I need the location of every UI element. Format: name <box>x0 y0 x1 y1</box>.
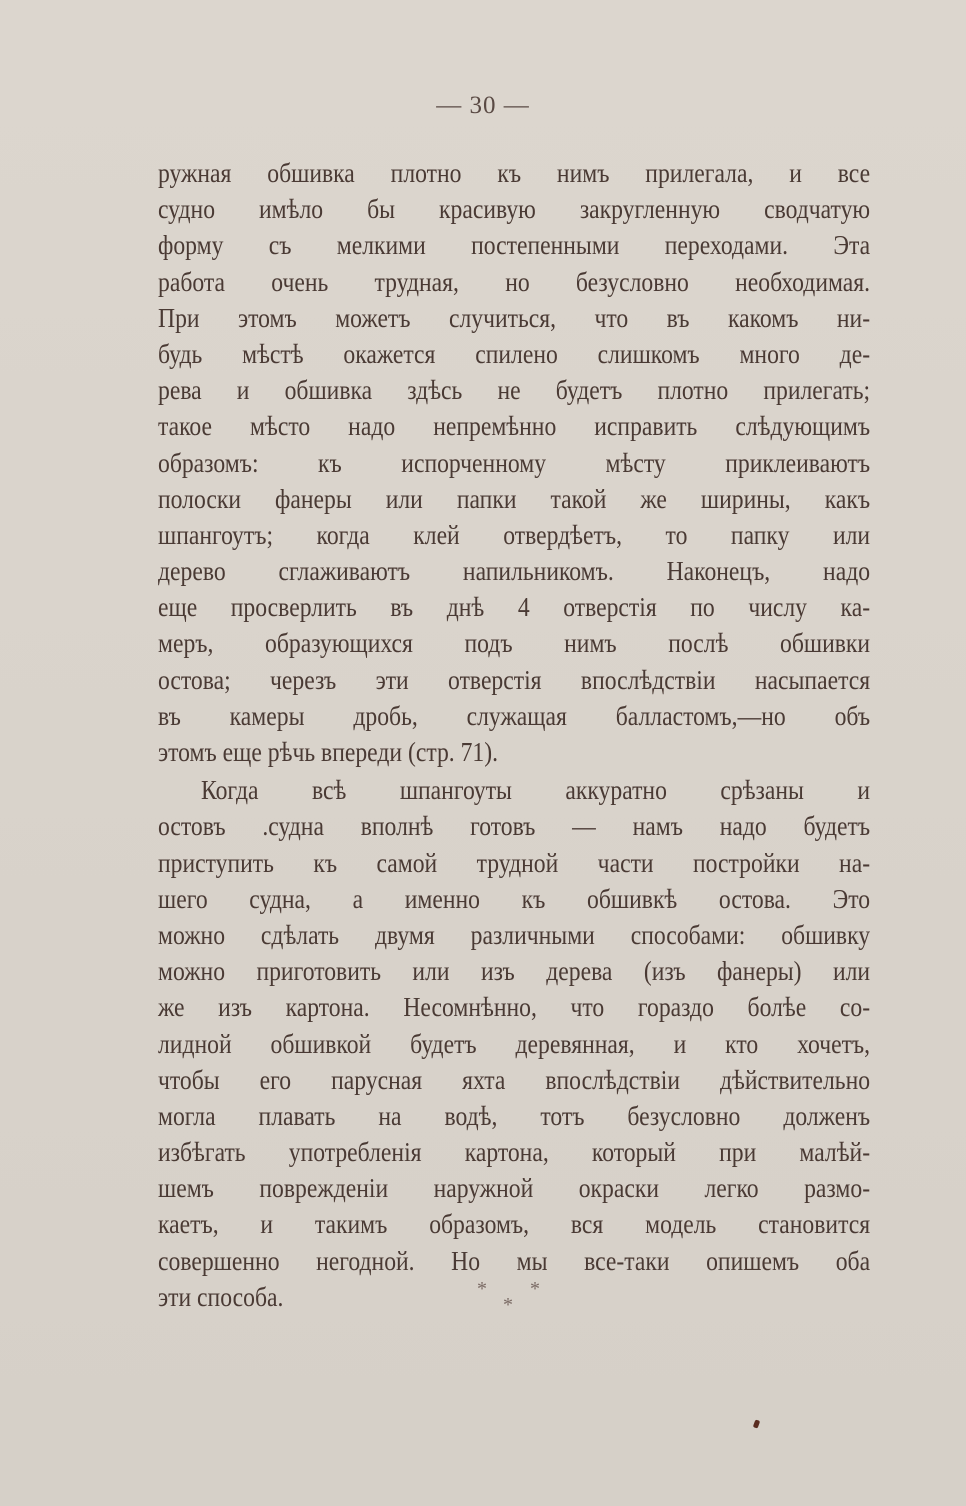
ink-speck <box>753 1419 760 1428</box>
text-line: можно приготовить или изъ дерева (изъ фанеры) или <box>158 955 871 987</box>
text-line: приступить къ самой трудной части постройки на- <box>158 846 871 878</box>
text-line: эти способа. <box>158 1280 284 1312</box>
text-line: меръ, образующихся подъ нимъ послѣ обшивки <box>158 627 871 659</box>
text-line: такое мѣсто надо непремѣнно исправить слѣдующимъ <box>158 410 871 442</box>
asterisk-icon: * <box>503 1294 513 1316</box>
text-line: остовъ .судна вполнѣ готовъ — намъ надо будетъ <box>158 810 871 842</box>
text-line: этомъ еще рѣчь впереди (стр. 71). <box>158 736 499 767</box>
text-line: шемъ поврежденіи наружной окраски легко размо- <box>158 1172 871 1204</box>
text-line: ружная обшивка плотно къ нимъ прилегала, и все <box>158 157 871 188</box>
asterisk-icon: * <box>530 1278 540 1300</box>
text-line: чтобы его парусная яхта впослѣдствіи дѣйствительно <box>158 1063 871 1095</box>
asterism-divider <box>0 1278 966 1318</box>
text-line: въ камеры дробь, служащая балластомъ,—но объ <box>158 699 871 731</box>
text-line: совершенно негодной. Но мы все-таки опишемъ оба <box>158 1244 871 1276</box>
text-line: форму съ мелкими постепенными переходами. Эта <box>158 229 871 261</box>
text-line: полоски фанеры или папки такой же ширины, какъ <box>158 482 871 514</box>
text-line: Когда всѣ шпангоуты аккуратно срѣзаны и <box>201 774 871 806</box>
text-line: При этомъ можетъ случиться, что въ какомъ ни- <box>158 301 871 333</box>
paragraph-2 <box>158 772 870 1315</box>
text-line: дерево сглаживаютъ напильникомъ. Наконецъ, надо <box>158 555 871 587</box>
text-line: остова; черезъ эти отверстія впослѣдствіи насыпается <box>158 663 871 695</box>
text-line: можно сдѣлать двумя различными способами: обшивку <box>158 918 871 950</box>
page-number: — 30 — <box>436 92 530 119</box>
text-line: избѣгать употребленія картона, который при малѣй- <box>158 1136 871 1168</box>
body-text <box>158 155 870 1315</box>
text-line: еще просверлить въ днѣ 4 отверстія по числу ка- <box>158 591 871 623</box>
text-line: будь мѣстѣ окажется спилено слишкомъ много де- <box>158 337 871 369</box>
text-line: работа очень трудная, но безусловно необходимая. <box>158 265 871 297</box>
text-line: каетъ, и такимъ образомъ, вся модель становится <box>158 1208 871 1240</box>
text-line: же изъ картона. Несомнѣнно, что гораздо болѣе со- <box>158 991 871 1023</box>
asterisk-icon: * <box>477 1278 487 1300</box>
text-line: шего судна, а именно къ обшивкѣ остова. Это <box>158 882 871 914</box>
text-line: шпангоутъ; когда клей отвердѣетъ, то папку или <box>158 518 871 550</box>
text-line: могла плавать на водѣ, тотъ безусловно долженъ <box>158 1099 871 1131</box>
text-line: судно имѣло бы красивую закругленную сводчатую <box>158 193 871 225</box>
paragraph-1 <box>158 155 870 770</box>
text-line: лидной обшивкой будетъ деревянная, и кто хочетъ, <box>158 1027 871 1059</box>
text-line: рева и обшивка здѣсь не будетъ плотно прилегать; <box>158 374 871 406</box>
text-line: образомъ: къ испорченному мѣсту приклеиваютъ <box>158 446 871 478</box>
